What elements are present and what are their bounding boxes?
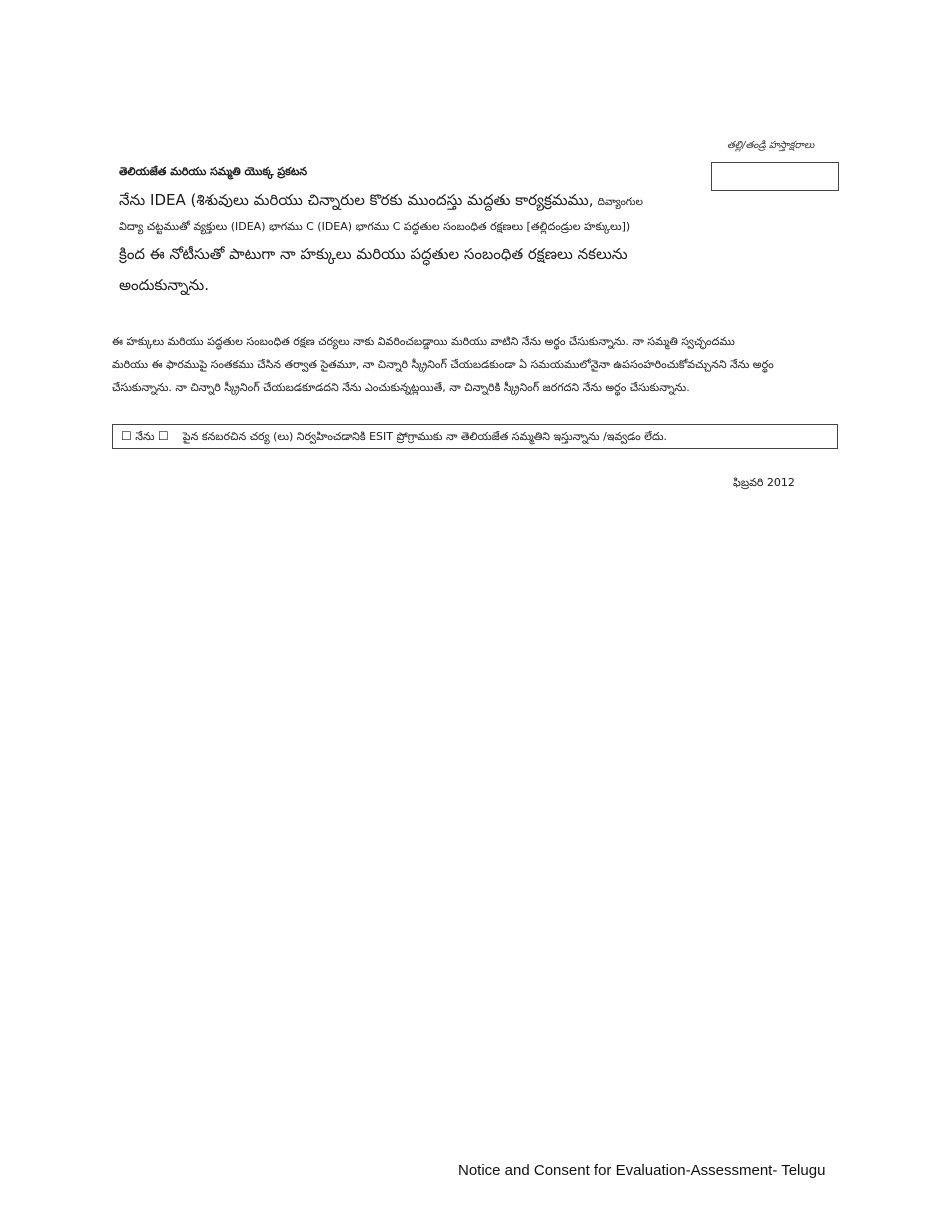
paragraph-line-2: మరియు ఈ ఫారముపై సంతకము చేసిన తర్వాత సైతమూ, నా చిన్నారి స్క్రీనింగ్ చేయబడకుండా ఏ సమయములోనైనా ఉపసంహరించుకోవచ్చునని నేను అర్థం xyxy=(112,358,774,371)
statement-line-2: విద్యా చట్టముతో వ్యక్తులు (IDEA) భాగము C (IDEA) భాగము C పద్ధతుల సంబంధిత రక్షణలు [తల్లిదండ్రుల హక్కులు]) xyxy=(119,220,631,233)
consent-box xyxy=(112,424,838,449)
consent-subject: నేను xyxy=(135,430,155,443)
consent-text: పైన కనబరచిన చర్య (లు) నిర్వహించడానికి ESIT ప్రోగ్రాముకు నా తెలియజేత సమ్మతిని ఇస్తున్నాను /ఇవ్వడం లేదు. xyxy=(182,430,668,443)
consent-checkbox-give[interactable]: ☐ xyxy=(121,429,132,443)
form-date: ఫిబ్రవరి 2012 xyxy=(733,476,795,489)
paragraph-line-1: ఈ హక్కులు మరియు పద్ధతుల సంబంధిత రక్షణ చర్యలు నాకు వివరించబడ్డాయి మరియు వాటిని నేను అర్థం చేసుకున్నాను. నా సమ్మతి స్వచ్ఛందము xyxy=(112,335,735,348)
signature-box[interactable] xyxy=(711,162,839,191)
statement-line-1-small: దివ్యాంగుల xyxy=(597,196,644,208)
paragraph-line-3: చేసుకున్నాను. నా చిన్నారి స్క్రీనింగ్ చేయబడకూడదని నేను ఎంచుకున్నట్లయితే, నా చిన్నారికి స్క్రీనింగ్ జరగదని నేను అర్థం చేసుకున్నాను. xyxy=(112,381,690,394)
footer-title: Notice and Consent for Evaluation-Assessment- Telugu xyxy=(458,1162,826,1179)
consent-checkbox-decline[interactable]: ☐ xyxy=(158,429,169,443)
signature-label: తల్లి/తండ్రి హస్తాక్షరాలు xyxy=(727,140,815,151)
statement-line-3: క్రింద ఈ నోటీసుతో పాటుగా నా హక్కులు మరియు పద్ధతుల సంబంధిత రక్షణలు నకలును xyxy=(119,245,628,263)
statement-line-1-main: నేను IDEA (శిశువులు మరియు చిన్నారుల కొరకు ముందస్తు మద్దతు కార్యక్రమము, xyxy=(119,191,594,209)
statement-line-1 xyxy=(119,190,643,213)
page-heading: తెలియజేత మరియు సమ్మతి యొక్క ప్రకటన xyxy=(119,165,308,178)
explanation-paragraph xyxy=(112,330,842,399)
statement-line-4: అందుకున్నాను. xyxy=(119,276,209,294)
